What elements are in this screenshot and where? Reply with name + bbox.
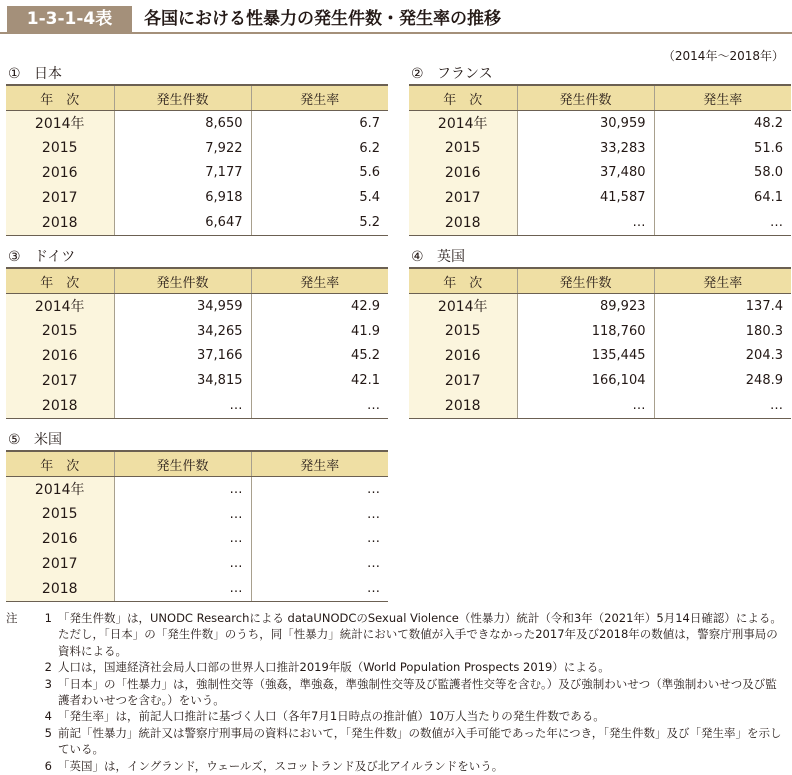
rate-cell: 204.3 [654, 344, 791, 369]
section-number: ① [8, 66, 21, 82]
period-label: （2014年～2018年） [662, 49, 784, 63]
col-rate-header: 発生率 [251, 268, 388, 294]
section-title [8, 430, 388, 450]
country-name: 日本 [34, 66, 62, 82]
table-row [6, 576, 388, 601]
year-cell: 2015 [6, 136, 114, 161]
year-cell: 2015 [409, 136, 517, 161]
table-row [6, 502, 388, 527]
year-cell: 2014年 [6, 294, 114, 319]
col-count-header: 発生件数 [114, 268, 251, 294]
page-title: 各国における性暴力の発生件数・発生率の推移 [144, 9, 501, 29]
table-row [6, 344, 388, 369]
year-cell: 2016 [409, 161, 517, 186]
count-cell: 8,650 [114, 111, 251, 136]
year-cell: 2017 [409, 368, 517, 393]
data-table [6, 84, 388, 236]
rate-cell: 5.4 [251, 185, 388, 210]
section-title [411, 247, 791, 267]
rate-cell: 64.1 [654, 185, 791, 210]
year-cell: 2017 [6, 368, 114, 393]
note-text: 「発生率」は，前記人口推計に基づく人口（各年7月1日時点の推計値）10万人当たりの発生件数である。 [58, 709, 605, 724]
year-cell: 2018 [6, 210, 114, 235]
count-cell: 89,923 [517, 294, 654, 319]
section-usa [6, 430, 388, 602]
col-count-header: 発生件数 [517, 85, 654, 111]
rate-cell: 6.7 [251, 111, 388, 136]
table-row [409, 393, 791, 418]
table-row [409, 111, 791, 136]
col-rate-header: 発生率 [654, 85, 791, 111]
note-number: 2 [44, 660, 52, 675]
count-cell: 7,177 [114, 161, 251, 186]
count-cell: … [114, 477, 251, 502]
count-cell: 135,445 [517, 344, 654, 369]
col-rate-header: 発生率 [251, 451, 388, 477]
data-table [409, 267, 791, 419]
note-text: 「英国」は，イングランド，ウェールズ，スコットランド及び北アイルランドをいう。 [58, 758, 504, 773]
rate-cell: 5.6 [251, 161, 388, 186]
table-row [6, 111, 388, 136]
table-row [6, 185, 388, 210]
header-row [6, 85, 388, 111]
data-table [409, 84, 791, 236]
section-number: ⑤ [8, 432, 21, 448]
year-cell: 2015 [6, 319, 114, 344]
note-number: 4 [44, 709, 52, 724]
table-row [409, 185, 791, 210]
count-cell: 118,760 [517, 319, 654, 344]
note-item [6, 676, 788, 709]
table-row [6, 551, 388, 576]
year-cell: 2016 [409, 344, 517, 369]
table-row [6, 136, 388, 161]
table-row [409, 136, 791, 161]
table-row [6, 368, 388, 393]
section-title [8, 64, 388, 84]
note-text: 「日本」の「性暴力」は，強制性交等（強姦，準強姦，準強制性交等及び監護者性交等を含む。）及び強制わいせつ（準強制わいせつ及び監護者わいせつを含む。）をいう。 [58, 676, 777, 708]
count-cell: 37,480 [517, 161, 654, 186]
table-row [6, 294, 388, 319]
year-cell: 2014年 [409, 111, 517, 136]
section-uk [409, 247, 791, 419]
count-cell: … [114, 502, 251, 527]
table-row [409, 319, 791, 344]
table-row [6, 161, 388, 186]
header-row [6, 451, 388, 477]
note-number: 1 [44, 611, 52, 625]
year-cell: 2017 [6, 551, 114, 576]
data-table [6, 267, 388, 419]
table-row [409, 161, 791, 186]
table-row [409, 368, 791, 393]
note-text: 人口は，国連経済社会局人口部の世界人口推計2019年版（World Population Prospects 2019）による。 [58, 660, 610, 675]
count-cell: 30,959 [517, 111, 654, 136]
year-cell: 2017 [409, 185, 517, 210]
section-title [411, 64, 791, 84]
year-cell: 2015 [409, 319, 517, 344]
section-germany [6, 247, 388, 419]
rate-cell: … [251, 393, 388, 418]
count-cell: … [517, 393, 654, 418]
section-number: ② [411, 66, 424, 82]
rate-cell: … [251, 477, 388, 502]
rate-cell: 51.6 [654, 136, 791, 161]
rate-cell: 180.3 [654, 319, 791, 344]
country-name: 英国 [437, 249, 465, 265]
count-cell: 34,815 [114, 368, 251, 393]
year-cell: 2017 [6, 185, 114, 210]
table-row [409, 294, 791, 319]
section-title [8, 247, 388, 267]
count-cell: … [517, 210, 654, 235]
rate-cell: 42.9 [251, 294, 388, 319]
year-cell: 2018 [6, 576, 114, 601]
note-text: 「発生件数」は，UNODC Researchによる dataUNODCのSexual Violence（性暴力）統計（令和3年（2021年）5月14日確認）による。ただし，「日本」の「発生件数」のうち，同「性暴力」統計において数値が入手できなかった2017年及び2018年の数値は，警察庁刑事局の資料による。 [58, 611, 782, 658]
count-cell: 34,959 [114, 294, 251, 319]
title-bar [0, 4, 792, 34]
rate-cell: 248.9 [654, 368, 791, 393]
count-cell: 6,647 [114, 210, 251, 235]
col-rate-header: 発生率 [654, 268, 791, 294]
note-item [6, 708, 788, 724]
col-count-header: 発生件数 [114, 85, 251, 111]
rate-cell: … [654, 393, 791, 418]
table-id-badge: 1-3-1-4表 [7, 6, 132, 32]
col-year-header: 年 次 [6, 451, 114, 477]
note-item [6, 610, 788, 659]
rate-cell: … [251, 527, 388, 552]
rate-cell: 5.2 [251, 210, 388, 235]
year-cell: 2016 [6, 344, 114, 369]
note-item [6, 758, 788, 774]
year-cell: 2016 [6, 161, 114, 186]
year-cell: 2016 [6, 527, 114, 552]
year-cell: 2015 [6, 502, 114, 527]
note-item [6, 659, 788, 675]
col-year-header: 年 次 [6, 85, 114, 111]
table-row [6, 319, 388, 344]
count-cell: … [114, 551, 251, 576]
header-row [409, 268, 791, 294]
rate-cell: 137.4 [654, 294, 791, 319]
rate-cell: 6.2 [251, 136, 388, 161]
table-row [6, 210, 388, 235]
col-count-header: 発生件数 [517, 268, 654, 294]
col-rate-header: 発生率 [251, 85, 388, 111]
country-name: フランス [437, 66, 493, 82]
rate-cell: … [251, 502, 388, 527]
rate-cell: 58.0 [654, 161, 791, 186]
rate-cell: … [251, 551, 388, 576]
section-number: ④ [411, 249, 424, 265]
table-row [6, 527, 388, 552]
year-cell: 2018 [409, 393, 517, 418]
country-name: ドイツ [34, 249, 76, 265]
year-cell: 2018 [6, 393, 114, 418]
table-row [409, 210, 791, 235]
rate-cell: 48.2 [654, 111, 791, 136]
count-cell: 34,265 [114, 319, 251, 344]
header-row [409, 85, 791, 111]
notes [6, 610, 788, 774]
notes-label: 注 [6, 611, 18, 625]
col-count-header: 発生件数 [114, 451, 251, 477]
year-cell: 2014年 [409, 294, 517, 319]
count-cell: … [114, 393, 251, 418]
year-cell: 2014年 [6, 111, 114, 136]
note-number: 6 [44, 758, 52, 773]
note-number: 5 [44, 725, 52, 740]
count-cell: 6,918 [114, 185, 251, 210]
data-table [6, 450, 388, 602]
col-year-header: 年 次 [6, 268, 114, 294]
rate-cell: 41.9 [251, 319, 388, 344]
count-cell: 7,922 [114, 136, 251, 161]
year-cell: 2018 [409, 210, 517, 235]
col-year-header: 年 次 [409, 268, 517, 294]
rate-cell: 42.1 [251, 368, 388, 393]
note-text: 前記「性暴力」統計又は警察庁刑事局の資料において，「発生件数」の数値が入手可能であった年につき，「発生件数」及び「発生率」を示している。 [58, 725, 782, 757]
section-japan [6, 64, 388, 236]
count-cell: 41,587 [517, 185, 654, 210]
rate-cell: 45.2 [251, 344, 388, 369]
rate-cell: … [654, 210, 791, 235]
note-item [6, 725, 788, 758]
header-row [6, 268, 388, 294]
table-row [409, 344, 791, 369]
year-cell: 2014年 [6, 477, 114, 502]
count-cell: 37,166 [114, 344, 251, 369]
count-cell: 33,283 [517, 136, 654, 161]
col-year-header: 年 次 [409, 85, 517, 111]
count-cell: … [114, 576, 251, 601]
count-cell: … [114, 527, 251, 552]
section-number: ③ [8, 249, 21, 265]
note-number: 3 [44, 676, 52, 691]
count-cell: 166,104 [517, 368, 654, 393]
table-row [6, 393, 388, 418]
table-row [6, 477, 388, 502]
section-france [409, 64, 791, 236]
rate-cell: … [251, 576, 388, 601]
country-name: 米国 [34, 432, 62, 448]
